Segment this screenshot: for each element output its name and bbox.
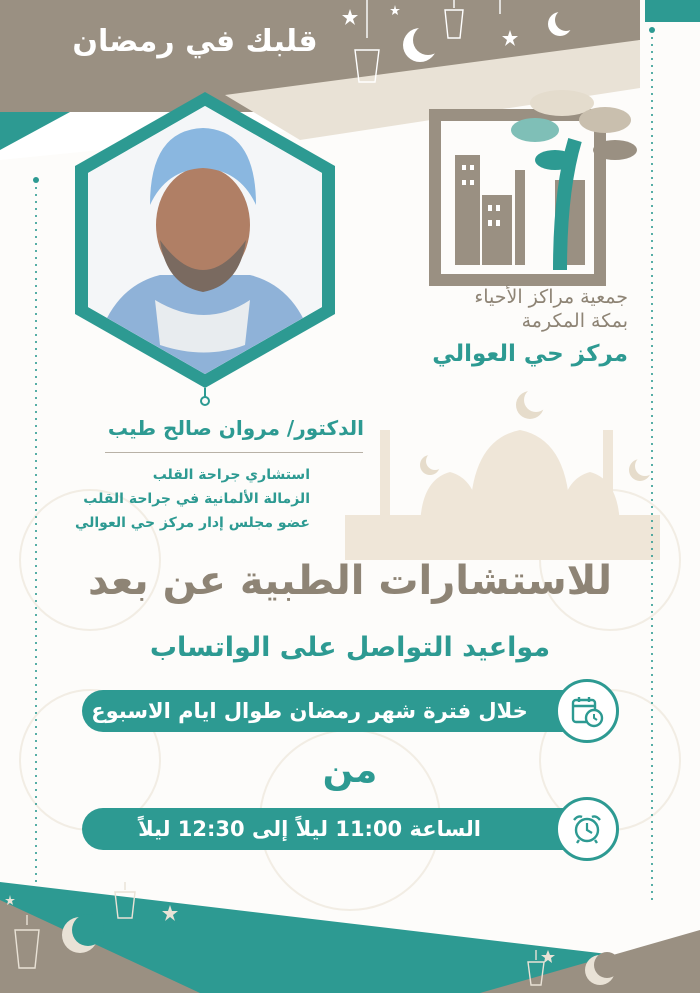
organization-line-3: مركز حي العوالي	[432, 341, 628, 367]
doctor-title-3: عضو مجلس إدار مركز حي العوالي	[74, 515, 310, 531]
organization-line-1: جمعية مراكز الأحياء	[474, 286, 628, 308]
alarm-clock-icon	[555, 797, 619, 861]
period-text: خلال فترة شهر رمضان طوال ايام الاسبوع	[91, 699, 528, 723]
calendar-clock-icon	[555, 679, 619, 743]
time-text: الساعة 11:00 ليلاً إلى 12:30 ليلاً	[138, 817, 481, 841]
from-label: من	[322, 750, 378, 791]
organization-name	[400, 285, 628, 367]
divider	[105, 452, 363, 453]
doctor-title-1: استشاري جراحة القلب	[152, 467, 310, 483]
campaign-banner-text: قلبك في رمضان	[72, 24, 318, 59]
organization-line-2: بمكة المكرمة	[521, 310, 628, 332]
doctor-title-2: الزمالة الألمانية في جراحة القلب	[83, 491, 310, 507]
headline: للاستشارات الطبية عن بعد	[87, 558, 613, 604]
doctor-name: الدكتور/ مروان صالح طيب	[107, 416, 364, 440]
subheadline: مواعيد التواصل على الواتساب	[149, 632, 551, 663]
doctor-titles	[40, 463, 310, 535]
